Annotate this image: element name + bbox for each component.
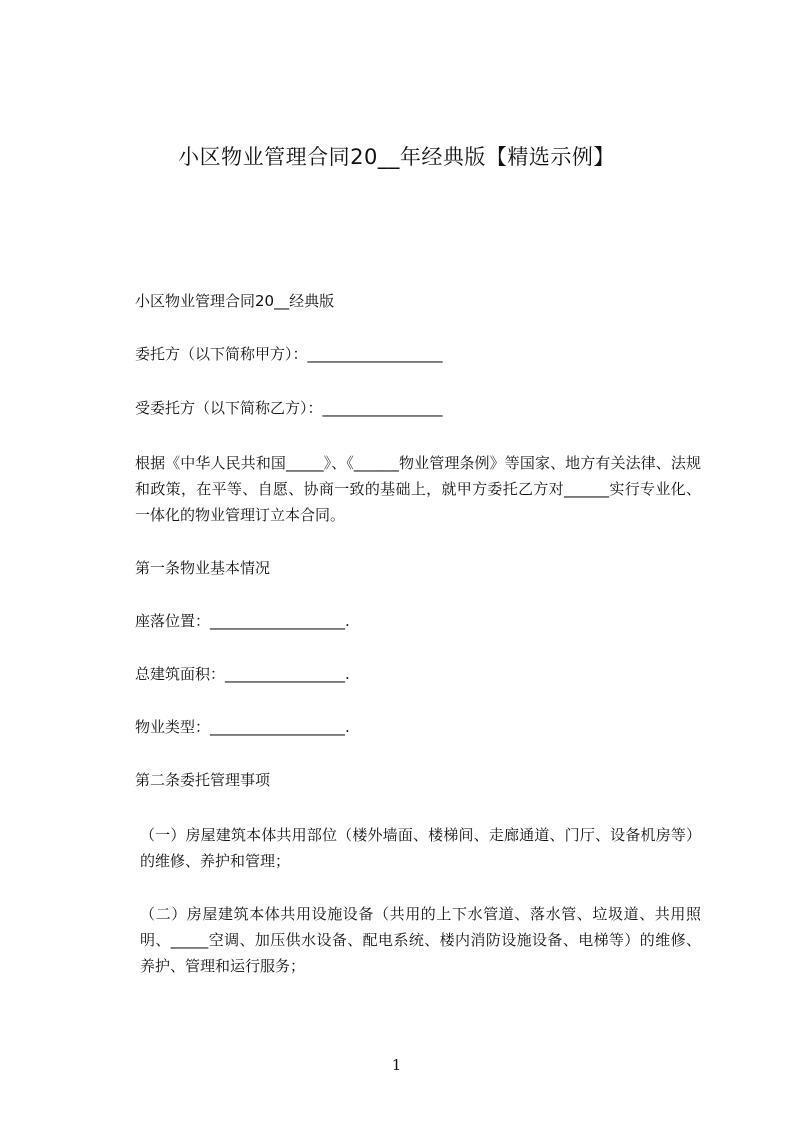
document-title: 小区物业管理合同20__年经典版【精选示例】 <box>178 145 615 169</box>
location-line: 座落位置：__________________. <box>135 612 350 630</box>
contract-subtitle: 小区物业管理合同20__经典版 <box>135 292 335 310</box>
article-1-heading: 第一条物业基本情况 <box>135 559 271 577</box>
clause-2-paragraph: （二）房屋建筑本体共用设施设备（共用的上下水管道、落水管、垃圾道、共用照明、_____空调、加压供水设备、配电系统、楼内消防设施设备、电梯等）的维修、养护、管理和运行服务； <box>140 905 701 975</box>
article-2-heading: 第二条委托管理事项 <box>135 771 271 789</box>
party-b-line: 受委托方（以下简称乙方）：________________ <box>135 399 443 417</box>
total-area-line: 总建筑面积：________________. <box>135 665 350 683</box>
property-type-line: 物业类型：__________________. <box>135 718 350 736</box>
clause-1-paragraph: （一）房屋建筑本体共用部位（楼外墙面、楼梯间、走廊通道、门厅、设备机房等）的维修、养护和管理； <box>140 826 701 870</box>
page-number: 1 <box>391 1056 402 1074</box>
party-a-line: 委托方（以下简称甲方）：__________________ <box>135 345 443 363</box>
preamble-paragraph: 根据《中华人民共和国_____》、《______物业管理条例》等国家、地方有关法律、法规和政策，在平等、自愿、协商一致的基础上，就甲方委托乙方对______实行专业化、一体化的物业管理订立本合同。 <box>135 454 701 524</box>
